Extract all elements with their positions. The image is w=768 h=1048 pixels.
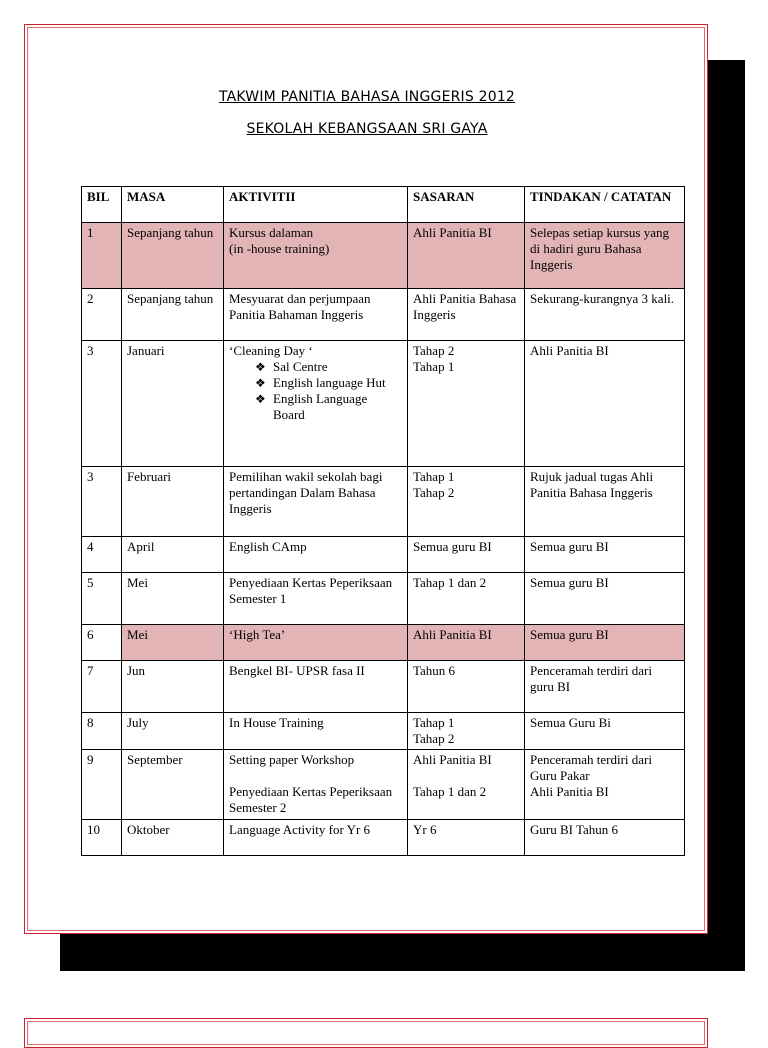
- spacer: [229, 768, 402, 784]
- cell-sasaran: Yr 6: [408, 820, 525, 856]
- cell-masa: July: [122, 713, 224, 750]
- cell-sasaran: Ahli Panitia BI: [408, 625, 525, 661]
- cell-masa: April: [122, 537, 224, 573]
- table-row: [82, 713, 685, 750]
- cell-masa: Oktober: [122, 820, 224, 856]
- sasaran-text: Tahap 2: [413, 343, 455, 358]
- cell-masa: Mei: [122, 625, 224, 661]
- sasaran-text: Tahap 1: [413, 359, 455, 374]
- cell-masa: Sepanjang tahun: [122, 223, 224, 289]
- sasaran-text: Tahap 1 dan 2: [413, 784, 487, 799]
- cell-bil: 6: [82, 625, 122, 661]
- cell-catatan: Semua Guru Bi: [525, 713, 685, 750]
- cell-aktiviti: [224, 750, 408, 820]
- cell-masa: Sepanjang tahun: [122, 289, 224, 341]
- cell-aktiviti: Bengkel BI- UPSR fasa II: [224, 661, 408, 713]
- cell-bil: 2: [82, 289, 122, 341]
- cell-bil: 1: [82, 223, 122, 289]
- cell-bil: 10: [82, 820, 122, 856]
- sasaran-text: Tahap 2: [413, 485, 455, 500]
- table-row: [82, 289, 685, 341]
- takwim-table: [81, 186, 685, 856]
- cell-bil: 3: [82, 341, 122, 467]
- cell-aktiviti: Penyediaan Kertas Peperiksaan Semester 1: [224, 573, 408, 625]
- cleaning-day-list: [229, 359, 402, 423]
- cell-aktiviti: Mesyuarat dan perjumpaan Panitia Bahaman Inggeris: [224, 289, 408, 341]
- cell-masa: Januari: [122, 341, 224, 467]
- table-header-row: [82, 187, 685, 223]
- cell-aktiviti: [224, 223, 408, 289]
- document-page: [24, 24, 708, 934]
- cell-sasaran: Tahun 6: [408, 661, 525, 713]
- cell-catatan: Semua guru BI: [525, 573, 685, 625]
- cell-sasaran: Ahli Panitia Bahasa Inggeris: [408, 289, 525, 341]
- header-masa: MASA: [122, 187, 224, 223]
- cell-sasaran: Tahap 1 dan 2: [408, 573, 525, 625]
- cell-aktiviti: ‘High Tea’: [224, 625, 408, 661]
- cell-catatan: Penceramah terdiri dari guru BI: [525, 661, 685, 713]
- cell-aktiviti: In House Training: [224, 713, 408, 750]
- cell-sasaran: [408, 341, 525, 467]
- list-item: ❖ Sal Centre: [253, 359, 402, 375]
- header-aktiviti: AKTIVITII: [224, 187, 408, 223]
- cell-masa: Jun: [122, 661, 224, 713]
- table-row: [82, 573, 685, 625]
- cell-bil: 9: [82, 750, 122, 820]
- table-row: [82, 661, 685, 713]
- table-row: [82, 537, 685, 573]
- sasaran-text: Ahli Panitia BI: [413, 752, 492, 767]
- cell-catatan: Selepas setiap kursus yang di hadiri guru Bahasa Inggeris: [525, 223, 685, 289]
- cell-sasaran: [408, 467, 525, 537]
- sasaran-text: Tahap 2: [413, 731, 455, 746]
- next-page: [24, 1018, 708, 1048]
- sasaran-text: Tahap 1: [413, 715, 455, 730]
- header-sasaran: SASARAN: [408, 187, 525, 223]
- table-row: [82, 341, 685, 467]
- aktiviti-text: Penyediaan Kertas Peperiksaan Semester 2: [229, 784, 393, 815]
- cell-catatan: [525, 750, 685, 820]
- cell-masa: Februari: [122, 467, 224, 537]
- cell-sasaran: [408, 750, 525, 820]
- cell-bil: 7: [82, 661, 122, 713]
- cell-catatan: Rujuk jadual tugas Ahli Panitia Bahasa Inggeris: [525, 467, 685, 537]
- sasaran-text: Tahap 1: [413, 469, 455, 484]
- cell-aktiviti: English CAmp: [224, 537, 408, 573]
- cell-sasaran: Semua guru BI: [408, 537, 525, 573]
- cell-catatan: Sekurang-kurangnya 3 kali.: [525, 289, 685, 341]
- header-bil: BIL: [82, 187, 122, 223]
- cell-catatan: Semua guru BI: [525, 537, 685, 573]
- cell-aktiviti: Language Activity for Yr 6: [224, 820, 408, 856]
- table-row: [82, 820, 685, 856]
- document-title: TAKWIM PANITIA BAHASA INGGERIS 2012: [218, 89, 516, 105]
- table-row: [82, 467, 685, 537]
- document-subtitle: SEKOLAH KEBANGSAAN SRI GAYA: [246, 121, 488, 137]
- cell-sasaran: [408, 713, 525, 750]
- aktiviti-text: (in -house training): [229, 241, 330, 256]
- catatan-text: Ahli Panitia BI: [530, 784, 609, 799]
- list-item: ❖ English language Hut: [253, 375, 402, 391]
- cell-bil: 8: [82, 713, 122, 750]
- list-item: ❖ English Language Board: [253, 391, 402, 423]
- cell-masa: September: [122, 750, 224, 820]
- table-row: [82, 750, 685, 820]
- table-row: [82, 223, 685, 289]
- cell-catatan: Ahli Panitia BI: [525, 341, 685, 467]
- aktiviti-text: Setting paper Workshop: [229, 752, 355, 767]
- cell-aktiviti: Pemilihan wakil sekolah bagi pertandingan Dalam Bahasa Inggeris: [224, 467, 408, 537]
- cell-catatan: Semua guru BI: [525, 625, 685, 661]
- aktiviti-text: Kursus dalaman: [229, 225, 314, 240]
- cell-catatan: Guru BI Tahun 6: [525, 820, 685, 856]
- catatan-text: Penceramah terdiri dari Guru Pakar: [530, 752, 652, 783]
- cell-masa: Mei: [122, 573, 224, 625]
- cell-bil: 5: [82, 573, 122, 625]
- spacer: [413, 768, 519, 784]
- table-row: [82, 625, 685, 661]
- cell-sasaran: Ahli Panitia BI: [408, 223, 525, 289]
- cell-bil: 3: [82, 467, 122, 537]
- cell-bil: 4: [82, 537, 122, 573]
- header-catatan: TINDAKAN / CATATAN: [525, 187, 685, 223]
- cell-aktiviti: [224, 341, 408, 467]
- aktiviti-text: ‘Cleaning Day ‘: [229, 343, 313, 358]
